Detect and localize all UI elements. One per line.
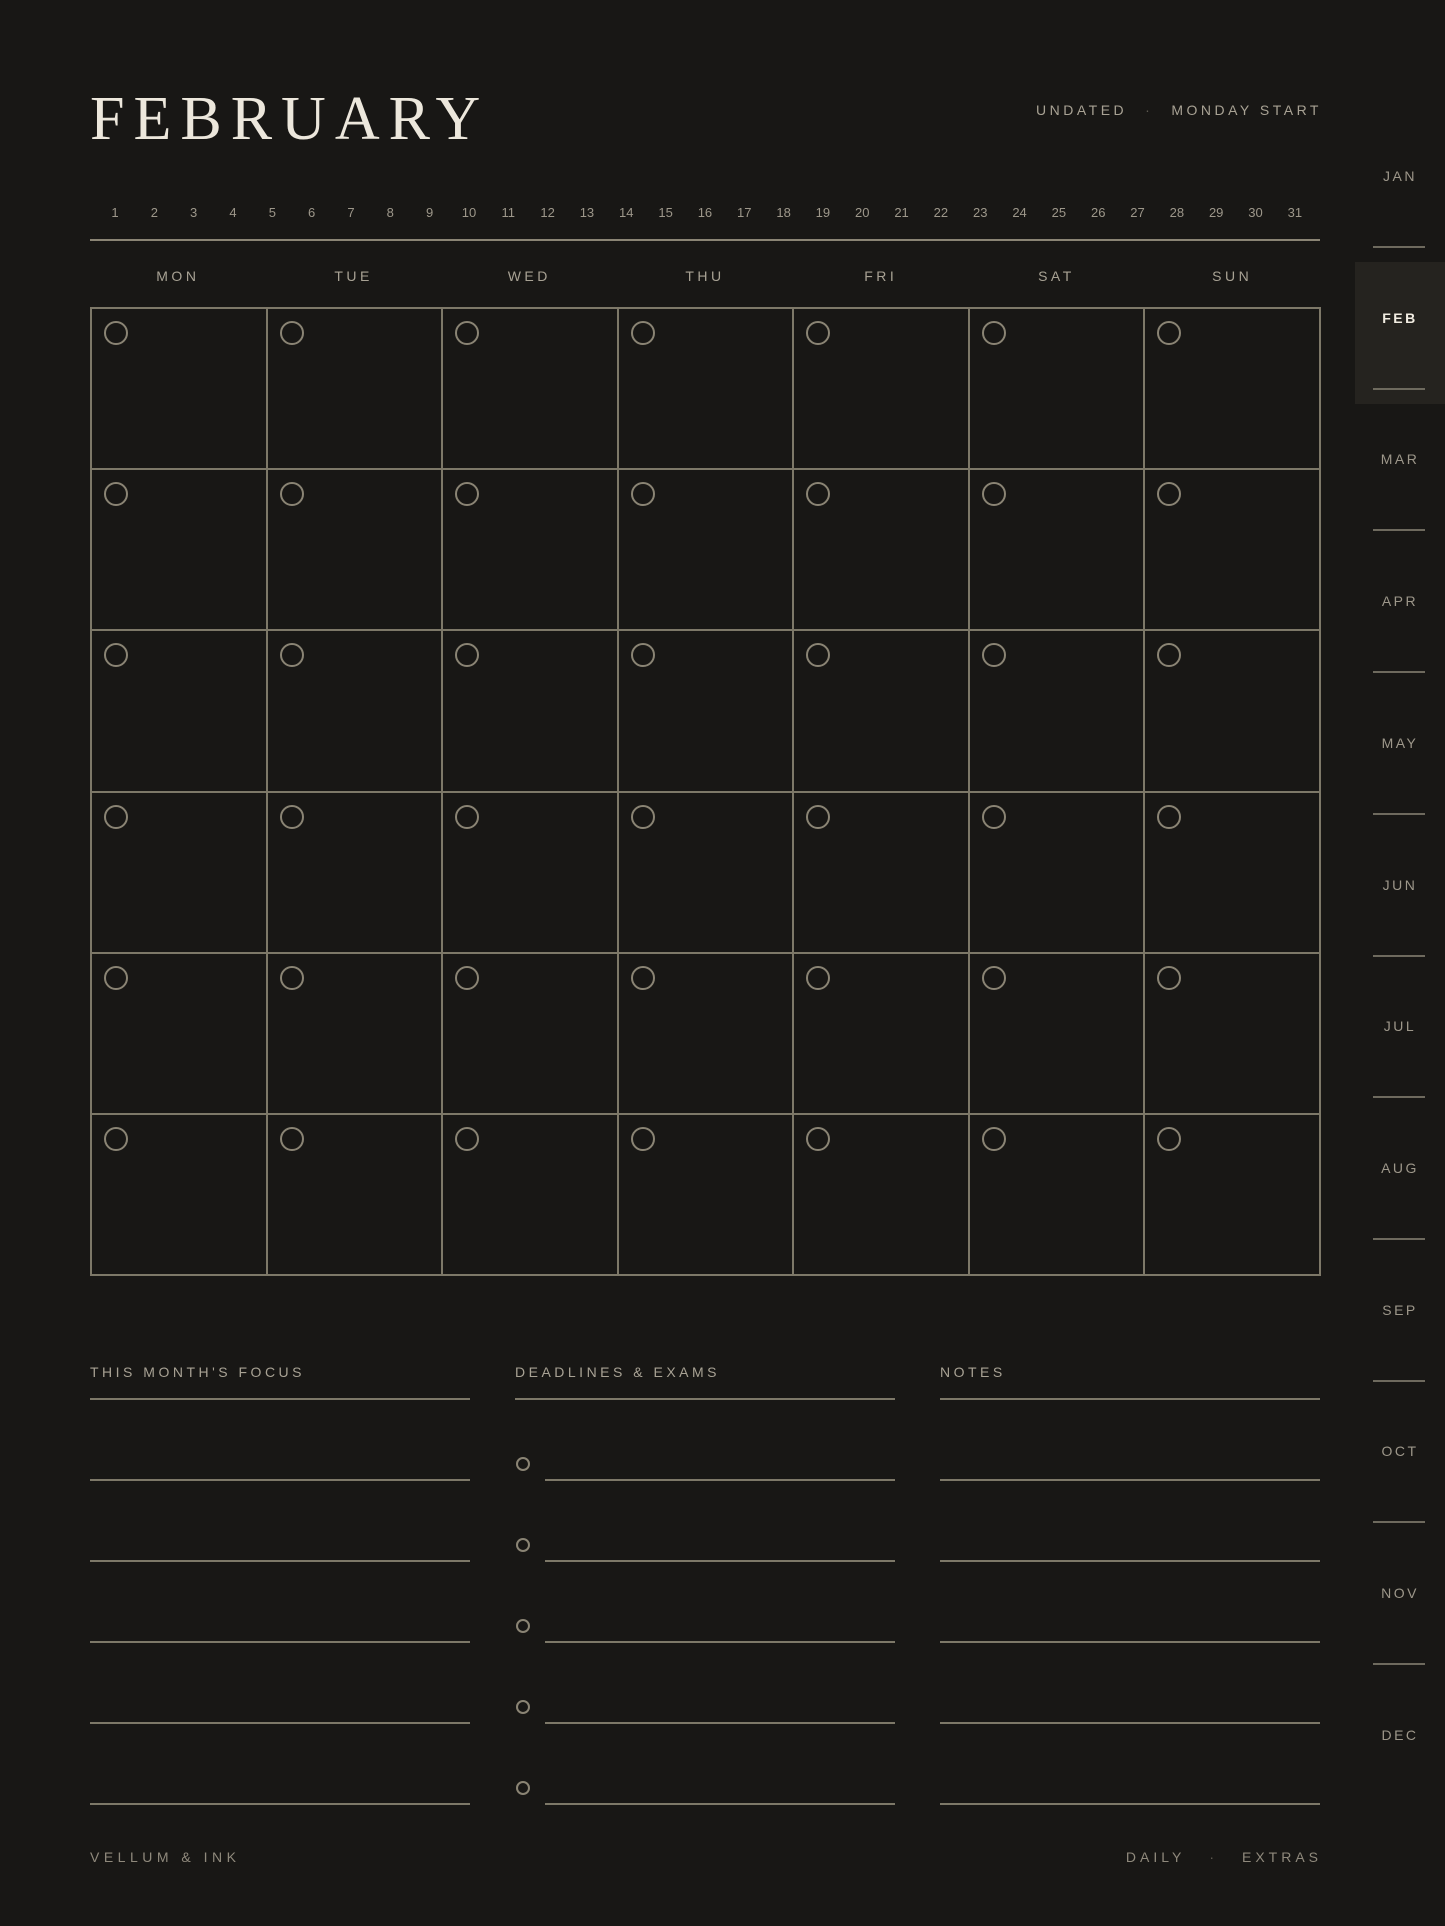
month-tab-label: JUL <box>1383 1018 1417 1035</box>
day-strip-number[interactable]: 26 <box>1090 205 1106 220</box>
month-tab-divider <box>1373 671 1425 673</box>
page-title: FEBRUARY <box>90 85 490 153</box>
notes-writing-line[interactable] <box>940 1560 1320 1562</box>
date-circle-icon[interactable] <box>1157 482 1181 506</box>
month-tab-label: SEP <box>1382 1301 1418 1318</box>
calendar-cell[interactable] <box>92 631 268 792</box>
date-circle-icon[interactable] <box>982 321 1006 345</box>
date-circle-icon[interactable] <box>104 966 128 990</box>
calendar-cell[interactable] <box>970 793 1146 954</box>
calendar-cell[interactable] <box>92 309 268 470</box>
date-circle-icon[interactable] <box>982 805 1006 829</box>
month-tab-divider <box>1373 388 1425 390</box>
calendar-cell[interactable] <box>268 954 444 1115</box>
date-circle-icon[interactable] <box>455 966 479 990</box>
date-circle-icon[interactable] <box>104 321 128 345</box>
date-circle-icon[interactable] <box>280 643 304 667</box>
meta-separator: · <box>1145 102 1154 118</box>
calendar-cell[interactable] <box>970 470 1146 631</box>
date-circle-icon[interactable] <box>982 643 1006 667</box>
calendar-cell[interactable] <box>619 309 795 470</box>
deadline-checkbox-icon[interactable] <box>516 1619 530 1633</box>
month-tab-divider <box>1373 529 1425 531</box>
calendar-cell[interactable] <box>1145 954 1321 1115</box>
month-tab-label: AUG <box>1381 1159 1419 1176</box>
calendar-cell[interactable] <box>619 954 795 1115</box>
date-circle-icon[interactable] <box>280 805 304 829</box>
day-strip-number[interactable]: 27 <box>1130 205 1145 220</box>
monday-start-label: MONDAY START <box>1171 102 1322 118</box>
notes-writing-line[interactable] <box>940 1641 1320 1643</box>
date-circle-icon[interactable] <box>1157 966 1181 990</box>
date-circle-icon[interactable] <box>455 1127 479 1151</box>
calendar-cell[interactable] <box>268 309 444 470</box>
calendar-cell[interactable] <box>1145 309 1321 470</box>
weekday-wed: WED <box>507 268 551 284</box>
deadline-writing-line[interactable] <box>545 1479 895 1481</box>
day-number-strip <box>90 205 1320 221</box>
date-circle-icon[interactable] <box>631 482 655 506</box>
calendar-cell[interactable] <box>794 309 970 470</box>
month-tab-may[interactable] <box>1355 687 1445 829</box>
calendar-cell[interactable] <box>268 631 444 792</box>
month-tab-label: MAR <box>1380 451 1420 468</box>
calendar-cell[interactable] <box>268 470 444 631</box>
date-circle-icon[interactable] <box>455 482 479 506</box>
date-circle-icon[interactable] <box>104 1127 128 1151</box>
deadline-checkbox-icon[interactable] <box>516 1700 530 1714</box>
month-tab-label: APR <box>1381 593 1419 610</box>
calendar-cell[interactable] <box>970 1115 1146 1276</box>
day-strip-number[interactable]: 5 <box>268 205 276 220</box>
calendar-cell[interactable] <box>970 954 1146 1115</box>
date-circle-icon[interactable] <box>1157 805 1181 829</box>
calendar-cell[interactable] <box>443 309 619 470</box>
day-strip-number[interactable]: 28 <box>1169 205 1185 220</box>
day-strip-number[interactable]: 3 <box>190 205 198 220</box>
calendar-cell[interactable] <box>1145 1115 1321 1276</box>
calendar-cell[interactable] <box>92 1115 268 1276</box>
day-strip-number[interactable]: 18 <box>776 205 791 220</box>
focus-writing-line[interactable] <box>90 1479 470 1481</box>
day-strip-number[interactable]: 15 <box>658 205 673 220</box>
notes-writing-line[interactable] <box>940 1479 1320 1481</box>
footer-links <box>1126 1849 1322 1865</box>
day-strip-number[interactable]: 21 <box>894 205 909 220</box>
date-circle-icon[interactable] <box>280 966 304 990</box>
calendar-cell[interactable] <box>794 631 970 792</box>
footer-separator: · <box>1209 1849 1218 1865</box>
date-circle-icon[interactable] <box>104 805 128 829</box>
month-tab-label: MAY <box>1381 734 1419 751</box>
calendar-cell[interactable] <box>794 793 970 954</box>
deadline-checkbox-icon[interactable] <box>516 1457 530 1471</box>
focus-writing-line[interactable] <box>90 1722 470 1724</box>
weekday-fri: FRI <box>864 268 898 284</box>
date-circle-icon[interactable] <box>806 1127 830 1151</box>
month-tab-oct[interactable] <box>1355 1395 1445 1537</box>
month-tab-label: OCT <box>1381 1443 1419 1460</box>
calendar-cell[interactable] <box>92 470 268 631</box>
calendar-cell[interactable] <box>619 793 795 954</box>
month-tab-mar[interactable] <box>1355 403 1445 545</box>
calendar-cell[interactable] <box>268 1115 444 1276</box>
date-circle-icon[interactable] <box>982 482 1006 506</box>
calendar-cell[interactable] <box>92 793 268 954</box>
date-circle-icon[interactable] <box>982 1127 1006 1151</box>
day-strip-number[interactable]: 1 <box>111 205 119 220</box>
day-strip-number[interactable]: 20 <box>855 205 870 220</box>
weekday-tue: TUE <box>334 268 373 284</box>
calendar-grid <box>90 307 1321 1276</box>
date-circle-icon[interactable] <box>631 643 655 667</box>
calendar-cell[interactable] <box>443 1115 619 1276</box>
notes-writing-line[interactable] <box>940 1803 1320 1805</box>
day-strip-number[interactable]: 10 <box>461 205 477 220</box>
deadline-writing-line[interactable] <box>545 1560 895 1562</box>
notes-writing-line[interactable] <box>940 1722 1320 1724</box>
calendar-cell[interactable] <box>443 793 619 954</box>
date-circle-icon[interactable] <box>280 1127 304 1151</box>
month-tab-divider <box>1373 955 1425 957</box>
date-circle-icon[interactable] <box>982 966 1006 990</box>
date-circle-icon[interactable] <box>631 321 655 345</box>
calendar-cell[interactable] <box>92 954 268 1115</box>
month-tab-label: JAN <box>1383 168 1417 184</box>
deadline-writing-line[interactable] <box>545 1722 895 1724</box>
weekday-thu: THU <box>685 268 725 284</box>
day-strip-number[interactable]: 25 <box>1051 205 1067 220</box>
day-strip-number[interactable]: 6 <box>308 205 316 220</box>
day-strip-number[interactable]: 17 <box>737 205 752 220</box>
date-circle-icon[interactable] <box>280 482 304 506</box>
date-circle-icon[interactable] <box>455 321 479 345</box>
weekday-sun: SUN <box>1212 268 1253 284</box>
calendar-cell[interactable] <box>794 954 970 1115</box>
day-strip-number[interactable]: 16 <box>697 205 713 220</box>
date-circle-icon[interactable] <box>806 643 830 667</box>
month-tab-label: FEB <box>1382 309 1418 326</box>
date-circle-icon[interactable] <box>806 482 830 506</box>
date-circle-icon[interactable] <box>1157 643 1181 667</box>
calendar-cell[interactable] <box>619 470 795 631</box>
weekday-sat: SAT <box>1038 268 1075 284</box>
day-strip-number[interactable]: 13 <box>579 205 595 220</box>
weekday-mon: MON <box>156 268 200 284</box>
calendar-cell[interactable] <box>970 309 1146 470</box>
day-strip-number[interactable]: 4 <box>229 205 237 220</box>
day-strip-number[interactable]: 2 <box>150 205 158 220</box>
day-strip-number[interactable]: 23 <box>972 205 988 220</box>
day-strip-number[interactable]: 30 <box>1248 205 1263 220</box>
date-circle-icon[interactable] <box>806 966 830 990</box>
brand-footer: VELLUM & INK <box>90 1849 241 1865</box>
month-tab-divider <box>1373 1380 1425 1382</box>
date-circle-icon[interactable] <box>455 805 479 829</box>
date-circle-icon[interactable] <box>631 966 655 990</box>
month-tab-divider <box>1373 246 1425 248</box>
date-circle-icon[interactable] <box>455 643 479 667</box>
day-strip-number[interactable]: 12 <box>540 205 555 220</box>
deadlines-title-rule[interactable] <box>515 1398 895 1400</box>
date-circle-icon[interactable] <box>631 805 655 829</box>
month-tab-divider <box>1373 1521 1425 1523</box>
month-tab-label: DEC <box>1381 1726 1419 1743</box>
month-tab-jul[interactable] <box>1355 970 1445 1112</box>
date-circle-icon[interactable] <box>1157 1127 1181 1151</box>
day-strip-number[interactable]: 31 <box>1287 205 1303 220</box>
calendar-cell[interactable] <box>1145 793 1321 954</box>
month-tab-nov[interactable] <box>1355 1537 1445 1679</box>
month-tab-divider <box>1373 1663 1425 1665</box>
month-tab-label: NOV <box>1381 1585 1419 1601</box>
day-strip-number[interactable]: 8 <box>386 205 394 220</box>
day-strip-number[interactable]: 24 <box>1012 205 1027 220</box>
month-tab-jun[interactable] <box>1355 829 1445 971</box>
month-tab-divider <box>1373 1238 1425 1240</box>
calendar-cell[interactable] <box>619 631 795 792</box>
date-circle-icon[interactable] <box>806 805 830 829</box>
calendar-cell[interactable] <box>1145 470 1321 631</box>
focus-writing-line[interactable] <box>90 1641 470 1643</box>
calendar-cell[interactable] <box>1145 631 1321 792</box>
date-circle-icon[interactable] <box>104 482 128 506</box>
month-tab-jan[interactable] <box>1355 120 1445 262</box>
calendar-cell[interactable] <box>970 631 1146 792</box>
day-strip-number[interactable]: 19 <box>815 205 831 220</box>
deadline-writing-line[interactable] <box>545 1803 895 1805</box>
day-strip-divider <box>90 239 1320 241</box>
undated-label: UNDATED <box>1036 102 1128 118</box>
deadline-writing-line[interactable] <box>545 1641 895 1643</box>
date-circle-icon[interactable] <box>1157 321 1181 345</box>
calendar-cell[interactable] <box>443 470 619 631</box>
calendar-cell[interactable] <box>619 1115 795 1276</box>
focus-writing-line[interactable] <box>90 1398 470 1400</box>
day-strip-number[interactable]: 14 <box>619 205 634 220</box>
day-strip-number[interactable]: 7 <box>347 205 355 220</box>
calendar-cell[interactable] <box>794 1115 970 1276</box>
month-tab-sep[interactable] <box>1355 1254 1445 1396</box>
notes-section-title: NOTES <box>940 1364 1006 1380</box>
month-tab-divider <box>1373 813 1425 815</box>
date-circle-icon[interactable] <box>280 321 304 345</box>
planner-meta <box>1036 102 1322 118</box>
calendar-cell[interactable] <box>794 470 970 631</box>
extras-link[interactable]: EXTRAS <box>1241 1849 1322 1865</box>
month-tab-aug[interactable] <box>1355 1112 1445 1254</box>
day-strip-number[interactable]: 29 <box>1208 205 1224 220</box>
month-tab-apr[interactable] <box>1355 545 1445 687</box>
month-tab-feb[interactable] <box>1355 262 1445 404</box>
deadlines-section-title: DEADLINES & EXAMS <box>515 1364 720 1380</box>
date-circle-icon[interactable] <box>631 1127 655 1151</box>
date-circle-icon[interactable] <box>806 321 830 345</box>
weekday-header <box>90 268 1320 284</box>
month-tab-divider <box>1373 1096 1425 1098</box>
focus-section-title: THIS MONTH'S FOCUS <box>90 1364 306 1380</box>
day-strip-number[interactable]: 9 <box>426 205 434 220</box>
day-strip-number[interactable]: 11 <box>501 205 516 220</box>
calendar-cell[interactable] <box>443 954 619 1115</box>
date-circle-icon[interactable] <box>104 643 128 667</box>
daily-link[interactable]: DAILY <box>1125 1849 1186 1865</box>
calendar-cell[interactable] <box>443 631 619 792</box>
month-tab-dec[interactable] <box>1355 1679 1445 1821</box>
day-strip-number[interactable]: 22 <box>933 205 949 220</box>
notes-writing-line[interactable] <box>940 1398 1320 1400</box>
focus-writing-line[interactable] <box>90 1560 470 1562</box>
calendar-cell[interactable] <box>268 793 444 954</box>
deadline-checkbox-icon[interactable] <box>516 1538 530 1552</box>
month-tab-label: JUN <box>1382 876 1418 893</box>
deadline-checkbox-icon[interactable] <box>516 1781 530 1795</box>
focus-writing-line[interactable] <box>90 1803 470 1805</box>
